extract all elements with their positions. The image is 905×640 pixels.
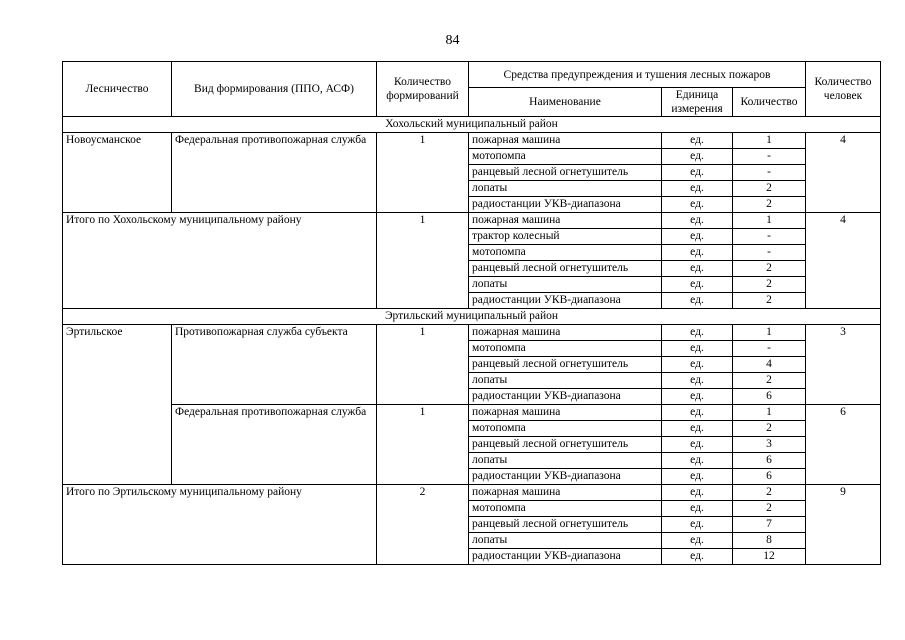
item-quantity: 6	[733, 453, 806, 469]
header-forestry: Лесничество	[63, 62, 172, 117]
item-name: мотопомпа	[469, 341, 662, 357]
item-unit: ед.	[662, 485, 733, 501]
item-quantity: 6	[733, 469, 806, 485]
item-name: пожарная машина	[469, 325, 662, 341]
section-title: Хохольский муниципальный район	[63, 117, 881, 133]
item-quantity: 2	[733, 485, 806, 501]
table-row	[63, 405, 881, 421]
item-name: радиостанции УКВ-диапазона	[469, 549, 662, 565]
item-name: радиостанции УКВ-диапазона	[469, 197, 662, 213]
item-quantity: 7	[733, 517, 806, 533]
header-name: Наименование	[469, 88, 662, 117]
total-label: Итого по Хохольскому муниципальному району	[63, 213, 377, 309]
formation-count: 1	[377, 133, 469, 213]
formation-type: Противопожарная служба субъекта	[172, 325, 377, 405]
item-unit: ед.	[662, 405, 733, 421]
item-quantity: 4	[733, 357, 806, 373]
total-formation-count: 1	[377, 213, 469, 309]
item-unit: ед.	[662, 389, 733, 405]
item-name: ранцевый лесной огнетушитель	[469, 437, 662, 453]
total-row	[63, 485, 881, 501]
item-unit: ед.	[662, 165, 733, 181]
item-name: лопаты	[469, 373, 662, 389]
header-formation-count: Количество формирований	[377, 62, 469, 117]
item-unit: ед.	[662, 325, 733, 341]
item-name: радиостанции УКВ-диапазона	[469, 469, 662, 485]
item-quantity: 2	[733, 373, 806, 389]
item-unit: ед.	[662, 197, 733, 213]
item-quantity: 2	[733, 293, 806, 309]
item-name: мотопомпа	[469, 245, 662, 261]
item-unit: ед.	[662, 229, 733, 245]
forest-fire-means-table	[62, 61, 881, 565]
item-quantity: 3	[733, 437, 806, 453]
item-name: мотопомпа	[469, 149, 662, 165]
header-means-group: Средства предупреждения и тушения лесных пожаров	[469, 62, 806, 88]
item-name: ранцевый лесной огнетушитель	[469, 165, 662, 181]
item-unit: ед.	[662, 549, 733, 565]
item-quantity: -	[733, 245, 806, 261]
total-label: Итого по Эртильскому муниципальному району	[63, 485, 377, 565]
people-count: 6	[806, 405, 881, 485]
item-unit: ед.	[662, 453, 733, 469]
item-quantity: 12	[733, 549, 806, 565]
item-name: лопаты	[469, 453, 662, 469]
item-name: лопаты	[469, 277, 662, 293]
page-number: 84	[445, 33, 460, 48]
formation-type: Федеральная противопожарная служба	[172, 405, 377, 485]
item-name: радиостанции УКВ-диапазона	[469, 389, 662, 405]
section-title: Эртильский муниципальный район	[63, 309, 881, 325]
header-people: Количество человек	[806, 62, 881, 117]
item-quantity: 2	[733, 421, 806, 437]
item-unit: ед.	[662, 357, 733, 373]
total-people-count: 9	[806, 485, 881, 565]
item-unit: ед.	[662, 501, 733, 517]
item-quantity: 1	[733, 213, 806, 229]
item-unit: ед.	[662, 341, 733, 357]
item-unit: ед.	[662, 245, 733, 261]
item-quantity: 2	[733, 197, 806, 213]
total-row	[63, 213, 881, 229]
total-formation-count: 2	[377, 485, 469, 565]
item-name: пожарная машина	[469, 485, 662, 501]
item-unit: ед.	[662, 437, 733, 453]
item-unit: ед.	[662, 181, 733, 197]
item-unit: ед.	[662, 277, 733, 293]
item-quantity: 1	[733, 405, 806, 421]
item-quantity: 8	[733, 533, 806, 549]
header-quantity: Количество	[733, 88, 806, 117]
item-name: ранцевый лесной огнетушитель	[469, 261, 662, 277]
item-name: ранцевый лесной огнетушитель	[469, 517, 662, 533]
item-name: радиостанции УКВ-диапазона	[469, 293, 662, 309]
item-name: пожарная машина	[469, 133, 662, 149]
item-unit: ед.	[662, 213, 733, 229]
item-name: пожарная машина	[469, 405, 662, 421]
item-unit: ед.	[662, 517, 733, 533]
item-quantity: 1	[733, 325, 806, 341]
table-row	[63, 325, 881, 341]
item-unit: ед.	[662, 373, 733, 389]
item-name: лопаты	[469, 533, 662, 549]
item-unit: ед.	[662, 293, 733, 309]
table-body	[63, 117, 881, 565]
total-people-count: 4	[806, 213, 881, 309]
item-name: трактор колесный	[469, 229, 662, 245]
forestry-name: Эртильское	[63, 325, 172, 485]
item-unit: ед.	[662, 261, 733, 277]
item-quantity: 1	[733, 133, 806, 149]
item-quantity: -	[733, 229, 806, 245]
item-unit: ед.	[662, 133, 733, 149]
header-unit: Единица измерения	[662, 88, 733, 117]
formation-type: Федеральная противопожарная служба	[172, 133, 377, 213]
formation-count: 1	[377, 325, 469, 405]
item-name: мотопомпа	[469, 501, 662, 517]
item-name: лопаты	[469, 181, 662, 197]
item-name: ранцевый лесной огнетушитель	[469, 357, 662, 373]
item-name: мотопомпа	[469, 421, 662, 437]
item-quantity: 2	[733, 501, 806, 517]
item-quantity: 2	[733, 277, 806, 293]
people-count: 3	[806, 325, 881, 405]
people-count: 4	[806, 133, 881, 213]
item-unit: ед.	[662, 533, 733, 549]
table-row	[63, 133, 881, 149]
item-quantity: -	[733, 341, 806, 357]
section-row	[63, 309, 881, 325]
item-quantity: 2	[733, 261, 806, 277]
header-formation-type: Вид формирования (ППО, АСФ)	[172, 62, 377, 117]
item-name: пожарная машина	[469, 213, 662, 229]
item-quantity: 6	[733, 389, 806, 405]
item-quantity: 2	[733, 181, 806, 197]
section-row	[63, 117, 881, 133]
item-quantity: -	[733, 149, 806, 165]
item-unit: ед.	[662, 469, 733, 485]
formation-count: 1	[377, 405, 469, 485]
item-unit: ед.	[662, 149, 733, 165]
item-quantity: -	[733, 165, 806, 181]
forestry-name: Новоусманское	[63, 133, 172, 213]
item-unit: ед.	[662, 421, 733, 437]
